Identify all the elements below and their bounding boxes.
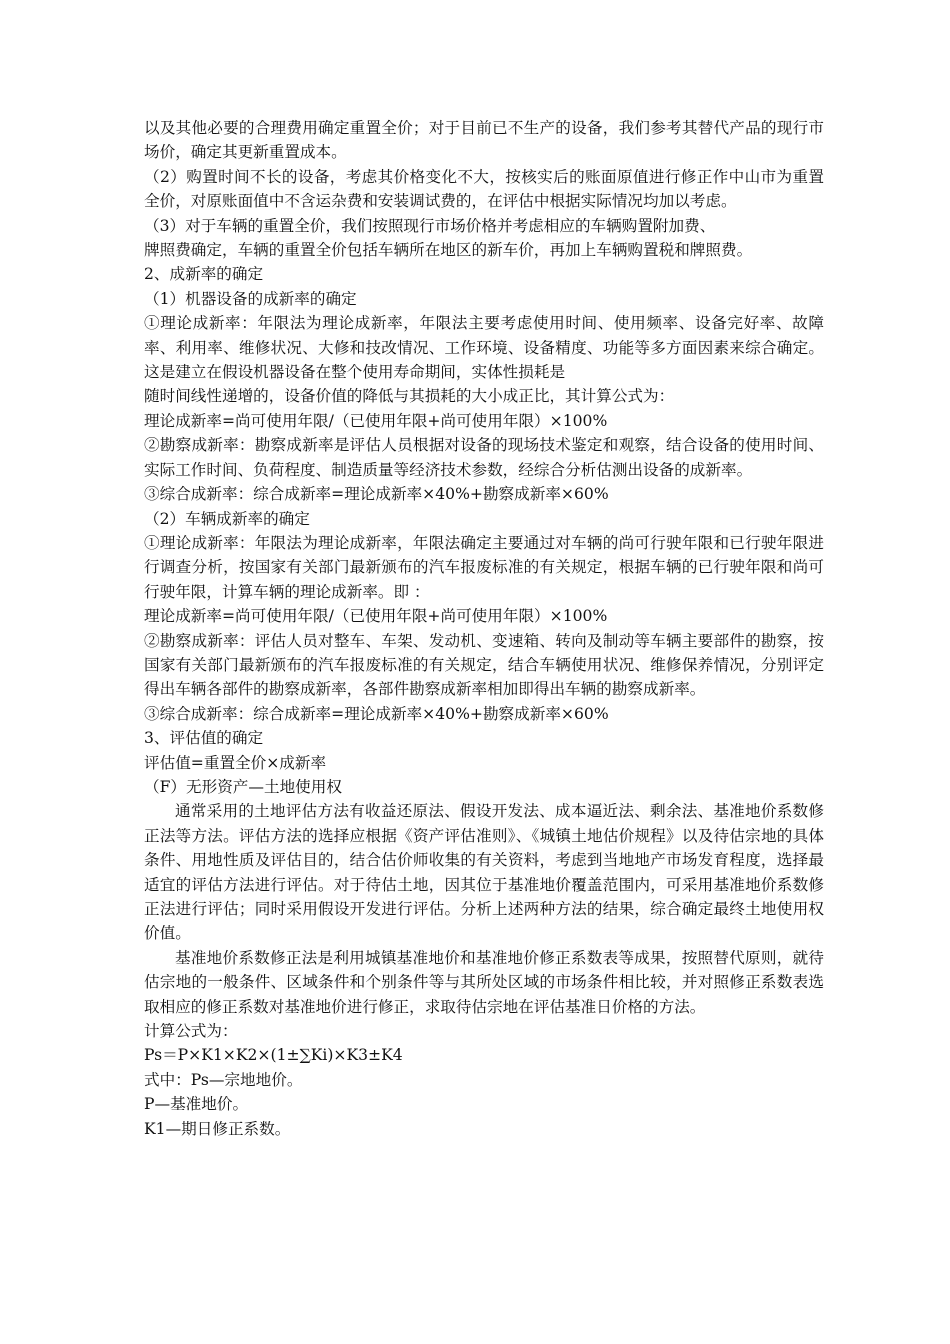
- subheading-vehicle-newness: （2）车辆成新率的确定: [144, 509, 310, 528]
- paragraph-vehicle-cost-cont: 牌照费确定，车辆的重置全价包括车辆所在地区的新车价，再加上车辆购置税和牌照费。: [144, 241, 753, 260]
- formula-legend-p: P—基准地价。: [144, 1095, 249, 1114]
- formula-label: 计算公式为：: [144, 1022, 238, 1041]
- section-heading-land-use-right: （F）无形资产—土地使用权: [144, 777, 342, 796]
- paragraph-benchmark-price-method: 基准地价系数修正法是利用城镇基准地价和基准地价修正系数表等成果，按照替代原则，就待估宗地的一般条件、区域条件和个别条件等与其所处区域的市场条件相比较，并对照修正系数表选取相应的修正系数对基准地价进行修正，求取待估宗地在评估基准日价格的方法。: [144, 948, 824, 1016]
- paragraph-replacement-cost-intro: 以及其他必要的合理费用确定重置全价；对于目前已不生产的设备，我们参考其替代产品的现行市场价，确定其更新重置成本。: [144, 119, 824, 162]
- formula-vehicle-theoretical-newness: 理论成新率=尚可使用年限/（已使用年限+尚可使用年限）×100%: [144, 607, 608, 626]
- paragraph-linear-depreciation: 随时间线性递增的，设备价值的降低与其损耗的大小成正比，其计算公式为：: [144, 387, 675, 406]
- formula-legend-k1: K1—期日修正系数。: [144, 1119, 291, 1138]
- paragraph-vehicle-inspection-newness: ②勘察成新率：评估人员对整车、车架、发动机、变速箱、转向及制动等车辆主要部件的勘察，按国家有关部门最新颁布的汽车报废标准的有关规定，结合车辆使用状况、维修保养情况，分别评定得出车辆各部件的勘察成新率，各部件勘察成新率相加即得出车辆的勘察成新率。: [144, 631, 824, 699]
- paragraph-recent-equipment: （2）购置时间不长的设备，考虑其价格变化不大，按核实后的账面原值进行修正作中山市为重置全价，对原账面值中不含运杂费和安装调试费的，在评估中根据实际情况均加以考虑。: [144, 167, 824, 211]
- formula-vehicle-combined-newness: ③综合成新率：综合成新率=理论成新率×40%+勘察成新率×60%: [144, 704, 609, 723]
- formula-land-price: Ps＝P×K1×K2×(1±∑Ki)×K3±K4: [144, 1046, 403, 1065]
- paragraph-land-valuation-methods: 通常采用的土地评估方法有收益还原法、假设开发法、成本逼近法、剩余法、基准地价系数修正法等方法。评估方法的选择应根据《资产评估准则》、《城镇土地估价规程》以及待估宗地的具体条件、用地性质及评估目的，结合估价师收集的有关资料，考虑到当地地产市场发育程度，选择最适宜的评估方法进行评估。对于待估土地，因其位于基准地价覆盖范围内，可采用基准地价系数修正法进行评估；同时采用假设开发进行评估。分析上述两种方法的结果，综合确定最终土地使用权价值。: [144, 802, 824, 943]
- paragraph-theoretical-newness: ①理论成新率：年限法为理论成新率，年限法主要考虑使用时间、使用频率、设备完好率、故障率、利用率、维修状况、大修和技改情况、工作环境、设备精度、功能等多方面因素来综合确定。这是建立在假设机器设备在整个使用寿命期间，实体性损耗是: [144, 314, 824, 382]
- subheading-machinery-newness: （1）机器设备的成新率的确定: [144, 289, 357, 308]
- section-heading-valuation: 3、评估值的确定: [144, 729, 264, 748]
- document-body: [144, 116, 824, 1141]
- formula-valuation: 评估值=重置全价×成新率: [144, 753, 327, 772]
- paragraph-vehicle-cost: （3）对于车辆的重置全价，我们按照现行市场价格并考虑相应的车辆购置附加费、: [144, 216, 716, 235]
- paragraph-inspection-newness: ②勘察成新率：勘察成新率是评估人员根据对设备的现场技术鉴定和观察，结合设备的使用时间、实际工作时间、负荷程度、制造质量等经济技术参数，经综合分析估测出设备的成新率。: [144, 436, 824, 479]
- formula-legend-ps: 式中：Ps—宗地地价。: [144, 1070, 303, 1089]
- formula-combined-newness: ③综合成新率：综合成新率=理论成新率×40%+勘察成新率×60%: [144, 485, 609, 504]
- paragraph-vehicle-theoretical-newness: ①理论成新率：年限法为理论成新率，年限法确定主要通过对车辆的尚可行驶年限和已行驶年限进行调查分析，按国家有关部门最新颁布的汽车报废标准的有关规定，根据车辆的已行驶年限和尚可行驶年限，计算车辆的理论成新率。即 ：: [144, 533, 824, 601]
- section-heading-newness-rate: 2、成新率的确定: [144, 265, 264, 284]
- formula-theoretical-newness: 理论成新率=尚可使用年限/（已使用年限+尚可使用年限）×100%: [144, 411, 608, 430]
